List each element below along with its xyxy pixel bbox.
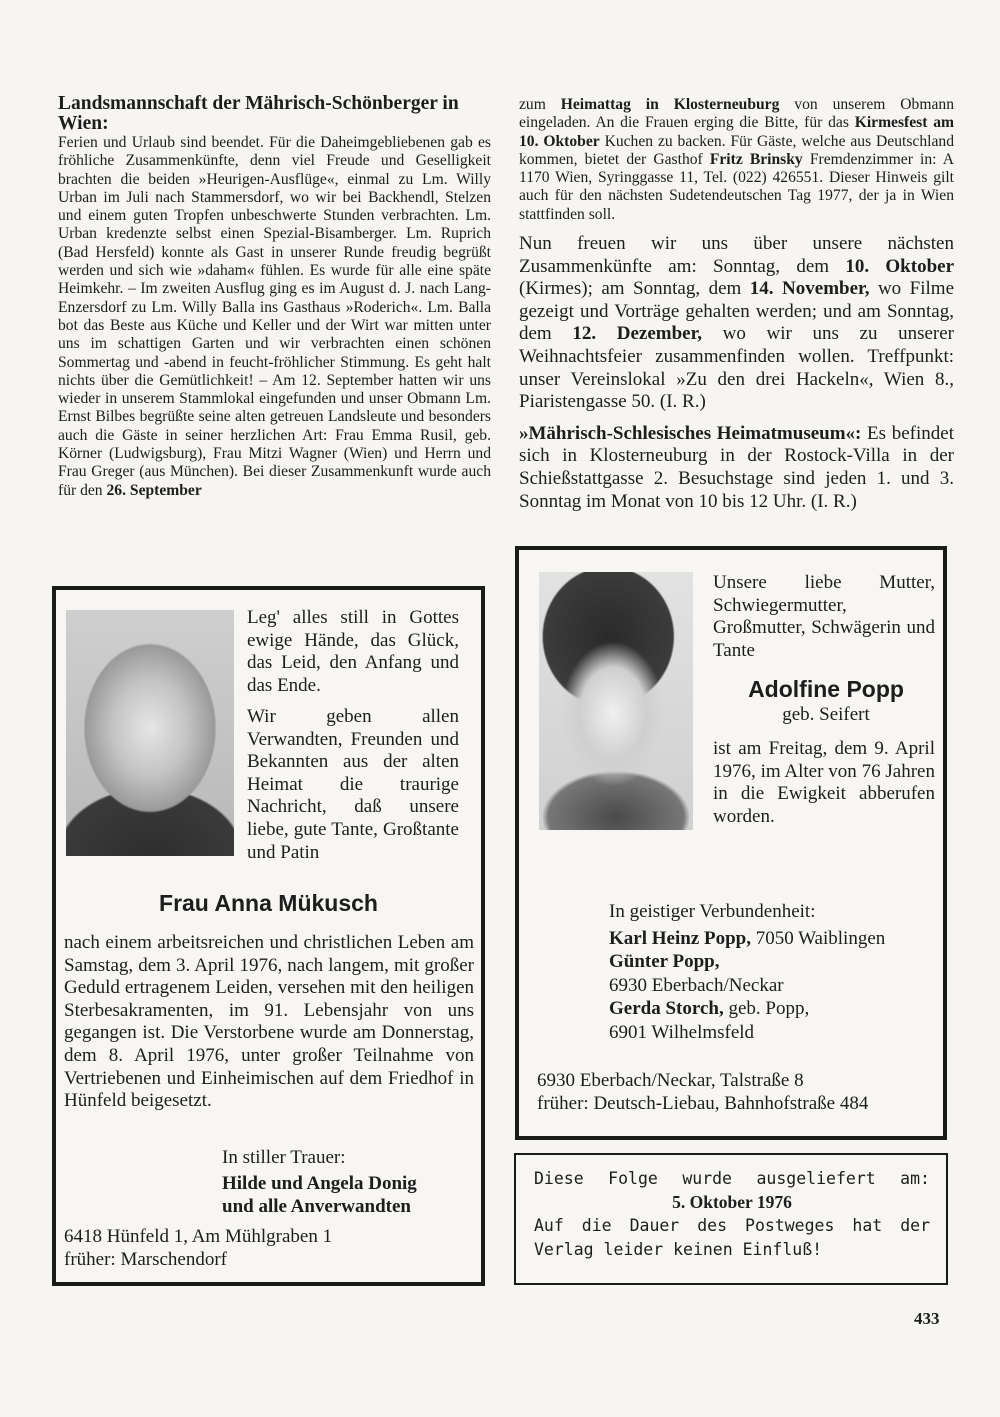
- former-address-line: früher: Marschendorf: [64, 1248, 228, 1270]
- mourner-place: 6930 Eberbach/Neckar: [609, 974, 784, 996]
- mourner-name: Gerda Storch,: [609, 998, 724, 1019]
- article-bold-date: 12. Dezember,: [572, 323, 703, 345]
- article-text: Nun freuen wir uns über unsere nächsten Zusammenkünfte am: Sonntag, dem: [519, 233, 954, 277]
- article-right-column: [519, 96, 954, 513]
- obituary-intro: Unsere liebe Mutter, Schwiegermutter, Großmutter, Schwägerin und Tante: [713, 572, 935, 661]
- article-text: wo Filme gezeigt und Vorträge gehalten werden; und am Sonntag, dem: [519, 278, 955, 345]
- obituary-poem: Leg' alles still in Gottes ewige Hände, das Glück, das Leid, den Anfang und das Ende.: [247, 607, 459, 696]
- article-text: Ferien und Urlaub sind beendet. Für die Daheimgebliebenen gab es fröhliche Zusammenkünfte, denn viel Freude und Geselligkeit brachten die beiden »Heurigen-Ausflüge«, einmal zu Lm. Willy Urban im Juli nach Stammersdorf, wo wir bei Backhendl, Stelzen und einem guten Tropfen unbeschwerte Stunden verbrachten. Lm. Urban kredenzte selbst einen Spezial-Bisamberger. Lm. Ruprich (Bad Hersfeld) konnte als Gast in unserer Runde freudig begrüßt werden und sich wie »daham« fühlen. Es wurde für alle eine späte Heimkehr. – Im zweiten Ausflug ging es im August d. J. nach Lang-Enzersdorf zu Lm. Willy Balla ins Gasthaus »Roderich«. Lm. Balla bot das Beste aus Küche und Keller und der Wirt war mitten unter uns im schattigen Garten und wir verbrachten einen schönen Sommertag und -abend in feucht-fröhlicher Stimmung. Es geht halt nichts über die Gemütlichkeit! – Am 12. September hatten wir uns wieder in unserem Stammlokal eingefunden und unser Obmann Lm. Ernst Bilbes begrüßte seine alten getreuen Landsleute und besonders auch die Gäste in seiner herzlichen Art: Frau Emma Rusil, geb. Körner (Ludwigsburg), Frau Mitzi Wagner (Wien) und Herrn und Frau Greger (aus München). Bei dieser Zusammenkunft wurde auch für den: [58, 134, 491, 499]
- mourner-birth-name: geb. Popp,: [723, 998, 810, 1019]
- article-text: Fremdenzimmer in: A 1170 Wien, Syringgasse 11, Tel. (022) 426551. Dieser Hinweis gilt auch für den nächsten Sudetendeutschen Tag 1977, der ja in Wien stattfinden soll.: [519, 150, 954, 223]
- delivery-date: 5. Oktober 1976: [672, 1191, 792, 1212]
- article-text: Kuchen zu backen. Für Gäste, welche aus Deutschland kommen, bietet der Gasthof: [519, 132, 954, 168]
- article-bold-heading: »Mährisch-Schlesisches Heimatmuseum«:: [519, 422, 862, 444]
- article-paragraph-1: [58, 134, 491, 500]
- deceased-name: Adolfine Popp: [748, 676, 904, 702]
- address-line: 6418 Hünfeld 1, Am Mühlgraben 1: [64, 1226, 333, 1247]
- mourner-name: Karl Heinz Popp,: [609, 927, 751, 949]
- obituary-intro: Wir geben allen Verwandten, Freunden und Bekannten aus der alten Heimat die traurige Nachricht, daß unsere liebe, gute Tante, Großtante und Patin: [247, 706, 459, 863]
- mourner-place: 7050 Waiblingen: [750, 927, 886, 949]
- article-bold-event: Heimattag in Klosterneuburg: [560, 96, 780, 113]
- article-text: Es befindet sich in Klosterneuburg in der Rostock-Villa in der Schießstattgasse 2. Besuchstage sind jeden 1. und 3. Sonntag im Monat von 10 bis 12 Uhr. (I. R.): [519, 422, 954, 512]
- mourning-label: In geistiger Verbundenheit:: [609, 901, 816, 922]
- article-bold-name: Fritz Brinsky: [709, 150, 803, 168]
- mourners-relatives: und alle Anverwandten: [222, 1196, 411, 1217]
- article-text: zum: [519, 96, 561, 113]
- article-paragraph-2: [519, 233, 954, 414]
- birth-name: geb. Seifert: [782, 704, 870, 725]
- delivery-notice: [514, 1153, 948, 1285]
- obituary-mukusch: [52, 586, 485, 1286]
- delivery-line: Diese Folge wurde ausgeliefert am:: [534, 1169, 930, 1188]
- mourner-address: [64, 1226, 332, 1271]
- portrait-photo-mukusch: [66, 610, 234, 856]
- mourner-name: Günter Popp,: [609, 951, 720, 972]
- mourners-block: [222, 1146, 417, 1218]
- mourner-address: [537, 1070, 868, 1115]
- mourners-block: [609, 900, 885, 1044]
- delivery-disclaimer-line: Verlag leider keinen Einfluß!: [534, 1239, 823, 1259]
- article-paragraph-1-cont: [519, 96, 954, 224]
- portrait-photo-popp: [539, 572, 693, 830]
- deceased-name: Frau Anna Mükusch: [159, 890, 378, 916]
- article-bold-event: Kirmesfest am 10. Oktober: [519, 114, 954, 150]
- article-paragraph-3: [519, 423, 954, 513]
- obituary-popp: [515, 546, 947, 1140]
- article-title: Landsmannschaft der Mährisch-Schönberger in Wien:: [58, 93, 459, 134]
- article-text: wo wir uns zu unserer Weihnachtsfeier zusammenfinden wollen. Treffpunkt: unser Vereinslokal »Zu den drei Hackeln«, Wien 8., Piaristengasse 50. (I. R.): [519, 323, 954, 413]
- obituary-body: nach einem arbeitsreichen und christlichen Leben am Samstag, dem 3. April 1976, nach langem, mit großer Geduld ertragenem Leiden, versehen mit den heiligen Sterbesakramenten, im 91. Lebensjahr von uns gegangen ist. Die Verstorbene wurde am Donnerstag, dem 8. April 1976, unter großer Teilnahme von Vertriebenen und Einheimischen auf dem Friedhof in Hünfeld beigesetzt.: [64, 932, 474, 1112]
- address-line: 6930 Eberbach/Neckar, Talstraße 8: [537, 1070, 804, 1091]
- obituary-death-notice: ist am Freitag, dem 9. April 1976, im Alter von 76 Jahren in die Ewigkeit abberufen worden.: [713, 738, 935, 827]
- former-address-line: früher: Deutsch-Liebau, Bahnhofstraße 484: [537, 1092, 869, 1114]
- article-bold-date: 26. September: [106, 481, 202, 499]
- article-bold-date: 10. Oktober: [845, 255, 955, 277]
- article-text: von unserem Obmann eingeladen. An die Frauen erging die Bitte, für das: [519, 96, 954, 132]
- article-text: (Kirmes); am Sonntag, dem: [519, 278, 750, 300]
- article-bold-date: 14. November,: [749, 278, 870, 300]
- delivery-disclaimer-line: Auf die Dauer des Postweges hat der: [534, 1216, 930, 1235]
- mourning-label: In stiller Trauer:: [222, 1147, 346, 1168]
- mourners-names: Hilde und Angela Donig: [222, 1173, 417, 1194]
- mourner-place: 6901 Wilhelmsfeld: [609, 1021, 755, 1043]
- article-left-column: [58, 94, 491, 500]
- page-number: 433: [914, 1309, 940, 1328]
